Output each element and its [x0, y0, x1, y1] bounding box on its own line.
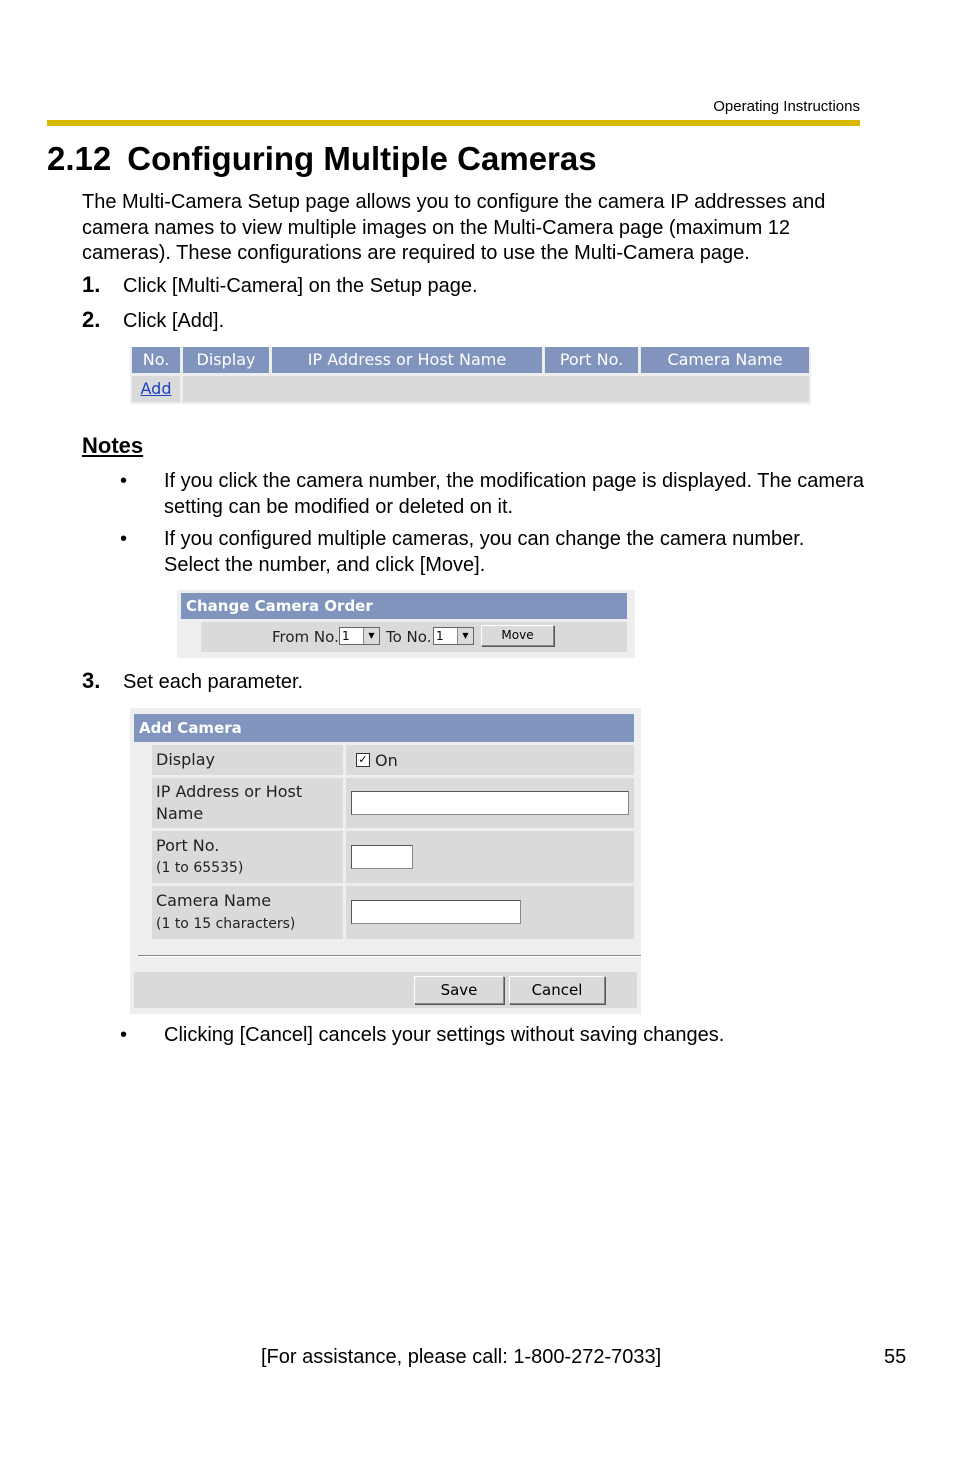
divider [138, 955, 641, 957]
section-title-text: Configuring Multiple Cameras [127, 140, 597, 177]
save-button[interactable]: Save [414, 976, 504, 1004]
running-header: Operating Instructions [713, 98, 860, 115]
from-label: From No. [272, 628, 339, 646]
page-number: 55 [884, 1346, 907, 1368]
port-label: Port No. [156, 836, 220, 855]
chevron-down-icon: ▼ [363, 628, 379, 644]
from-select[interactable] [339, 627, 380, 645]
step-number: 3. [82, 668, 101, 693]
section-title [47, 140, 597, 178]
step-number: 1. [82, 272, 101, 297]
add-camera-title: Add Camera [134, 714, 634, 742]
display-checkbox-label: On [375, 751, 398, 770]
notes-heading: Notes [82, 433, 144, 458]
ip-label-line-1: IP Address or Host [156, 782, 303, 801]
col-header-display: Display [183, 347, 269, 373]
to-label: To No. [386, 628, 432, 646]
camera-name-range-hint: (1 to 15 characters) [156, 916, 296, 932]
after-note-text: Clicking [Cancel] cancels your settings without saving changes. [164, 1024, 725, 1046]
change-order-title: Change Camera Order [181, 593, 627, 619]
to-select-value: 1 [436, 629, 444, 643]
step-3 [82, 668, 303, 694]
bullet-icon: • [120, 528, 128, 550]
add-camera-panel [130, 708, 641, 1014]
display-label: Display [156, 750, 215, 769]
bullet-icon: • [120, 1024, 128, 1046]
after-note-item [120, 1022, 860, 1050]
col-header-port: Port No. [545, 347, 638, 373]
bullet-icon: • [120, 470, 128, 492]
note-text: If you configured multiple cameras, you can change the camera number. Select the number, and click [Move]. [164, 528, 805, 576]
col-header-no: No. [132, 347, 180, 373]
camera-name-input[interactable] [351, 900, 521, 924]
cancel-button[interactable]: Cancel [509, 976, 605, 1004]
camera-name-label: Camera Name [156, 891, 272, 910]
add-link[interactable]: Add [140, 379, 172, 398]
ip-label-line-2: Name [156, 804, 204, 823]
step-text: Click [Add]. [123, 310, 225, 332]
empty-row-cell [183, 376, 809, 402]
header-rule [47, 120, 860, 126]
display-checkbox[interactable]: ✓ [356, 753, 370, 767]
step-1 [82, 272, 478, 298]
note-item [120, 468, 864, 522]
camera-list-table [130, 347, 811, 404]
step-text: Set each parameter. [123, 671, 304, 693]
ip-address-input[interactable] [351, 791, 629, 815]
chevron-down-icon: ▼ [457, 628, 473, 644]
step-text: Click [Multi-Camera] on the Setup page. [123, 275, 478, 297]
to-select[interactable] [433, 627, 474, 645]
section-number: 2.12 [47, 140, 112, 177]
step-2 [82, 307, 224, 333]
note-text: If you click the camera number, the modification page is displayed. The camera setting can be modified or deleted on it. [164, 470, 864, 518]
add-cell [132, 376, 180, 402]
col-header-ip: IP Address or Host Name [272, 347, 542, 373]
intro-paragraph: The Multi-Camera Setup page allows you to configure the camera IP addresses and camera names to view multiple images on the Multi-Camera page (maximum 12 cameras). These configurations are required to use the Multi-Camera page. [82, 191, 826, 264]
move-button[interactable]: Move [481, 625, 554, 646]
footer-assistance: [For assistance, please call: 1-800-272-7033] [261, 1346, 662, 1368]
port-input[interactable] [351, 845, 413, 869]
step-number: 2. [82, 307, 101, 332]
port-range-hint: (1 to 65535) [156, 860, 244, 876]
col-header-camera-name: Camera Name [641, 347, 809, 373]
from-select-value: 1 [342, 629, 350, 643]
change-order-panel [177, 590, 635, 658]
note-item [120, 526, 860, 580]
